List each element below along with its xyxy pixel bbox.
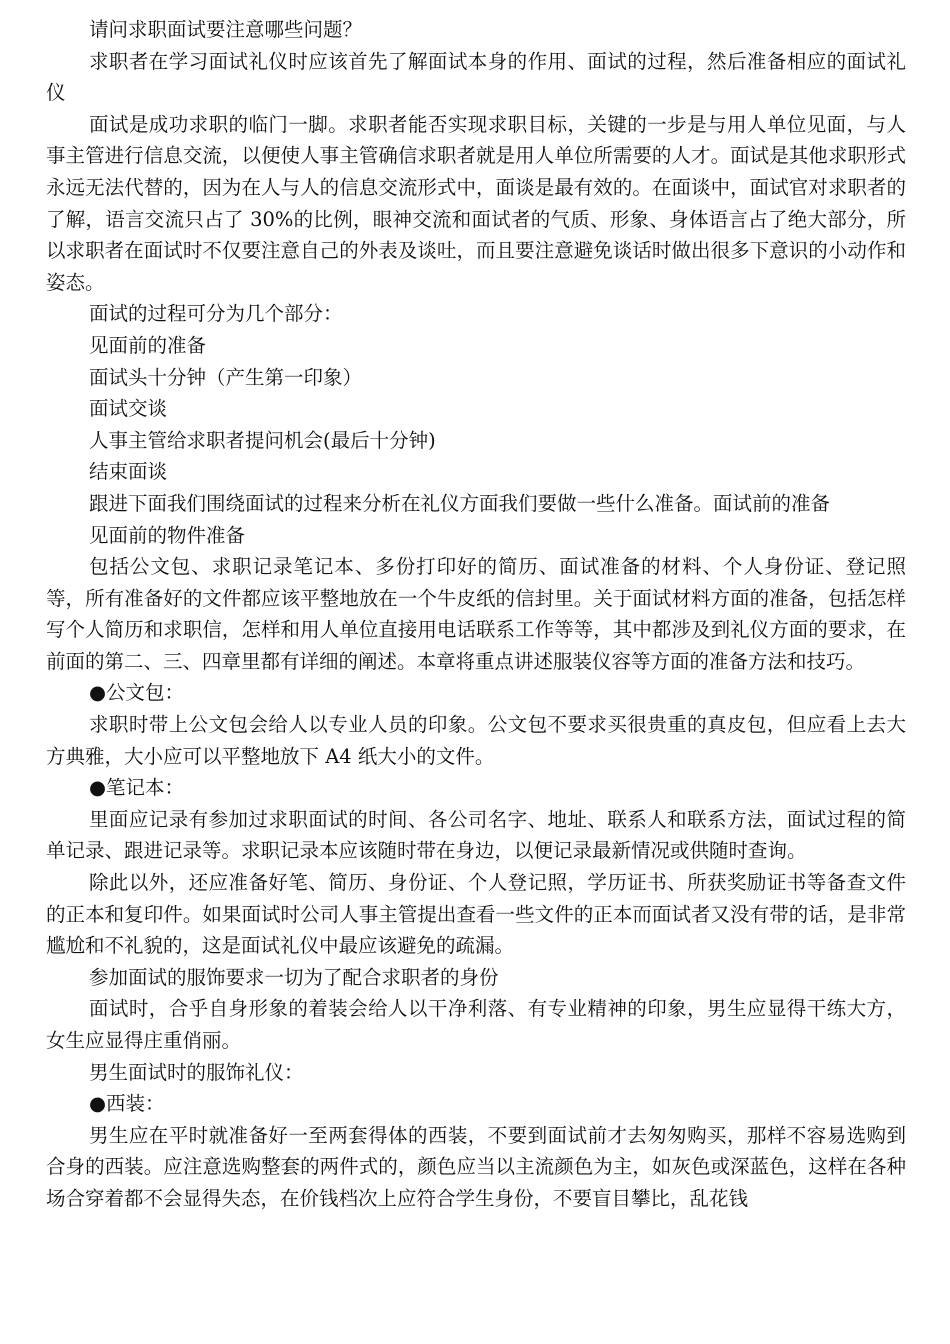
bullet-heading: ●西装： <box>89 1092 165 1116</box>
bullet-heading: ●公文包： <box>89 681 185 705</box>
paragraph-suit: 男生应在平时就准备好一至两套得体的西装，不要到面试前才去匆匆购买，那样不容易选购到合身的西装。应注意选购整套的两件式的，颜色应当以主流颜色为主，如灰色或深蓝色，这样在各种场合穿着都不会显得失态，在价钱档次上应符合学生身份，不要盲目攀比，乱花钱 <box>46 1123 906 1210</box>
section-heading: 男生面试时的服饰礼仪： <box>89 1060 304 1084</box>
list-item: 面试交谈 <box>89 397 168 421</box>
question-title: 请问求职面试要注意哪些问题？ <box>89 18 363 41</box>
list-item: 见面前的准备 <box>89 333 207 357</box>
section-heading: 参加面试的服饰要求一切为了配合求职者的身份 <box>89 965 499 989</box>
paragraph-interview-importance: 面试是成功求职的临门一脚。求职者能否实现求职目标，关键的一步是与用人单位见面，与人事主管进行信息交流，以便使人事主管确信求职者就是用人单位所需要的人才。面试是其他求职形式永远无法代替的，因为在人与人的信息交流形式中，面谈是最有效的。在面谈中，面试官对求职者的了解，语言交流只占了 30%的比例，眼神交流和面试者的气质、形象、身体语言占了绝大部分，所以求职者在面试时不仅要注意自己的外表及谈吐，而且要注意避免谈话时做出很多下意识的小动作和姿态。 <box>46 112 906 294</box>
section-heading: 见面前的物件准备 <box>89 523 246 547</box>
paragraph-intro: 求职者在学习面试礼仪时应该首先了解面试本身的作用、面试的过程，然后准备相应的面试礼仪 <box>46 49 906 105</box>
paragraph-followup: 跟进下面我们围绕面试的过程来分析在礼仪方面我们要做一些什么准备。面试前的准备 <box>89 491 831 515</box>
bullet-heading: ●笔记本： <box>89 776 185 800</box>
paragraph-items-prep: 包括公文包、求职记录笔记本、多份打印好的简历、面试准备的材料、个人身份证、登记照等，所有准备好的文件都应该平整地放在一个牛皮纸的信封里。关于面试材料方面的准备，包括怎样写个人简历和求职信，怎样和用人单位直接用电话联系工作等等，其中都涉及到礼仪方面的要求，在前面的第二、三、四章里都有详细的阐述。本章将重点讲述服装仪容等方面的准备方法和技巧。 <box>46 555 906 673</box>
list-item: 结束面谈 <box>89 460 168 484</box>
paragraph-other-items: 除此以外，还应准备好笔、简历、身份证、个人登记照，学历证书、所获奖励证书等备查文件的正本和复印件。如果面试时公司人事主管提出查看一些文件的正本而面试者又没有带的话，是非常尴尬和不礼貌的，这是面试礼仪中最应该避免的疏漏。 <box>46 871 906 958</box>
paragraph-process-heading: 面试的过程可分为几个部分： <box>89 302 343 326</box>
list-item: 面试头十分钟（产生第一印象） <box>89 365 363 389</box>
document-body <box>46 14 906 1215</box>
paragraph-briefcase: 求职时带上公文包会给人以专业人员的印象。公文包不要求买很贵重的真皮包，但应看上去大方典雅，大小应可以平整地放下 A4 纸大小的文件。 <box>46 713 906 768</box>
paragraph-notebook: 里面应记录有参加过求职面试的时间、各公司名字、地址、联系人和联系方法，面试过程的简单记录、跟进记录等。求职记录本应该随时带在身边，以便记录最新情况或供随时查询。 <box>46 807 906 863</box>
list-item: 人事主管给求职者提问机会(最后十分钟) <box>89 428 436 452</box>
paragraph-dress: 面试时，合乎自身形象的着装会给人以干净利落、有专业精神的印象，男生应显得干练大方，女生应显得庄重俏丽。 <box>46 997 906 1052</box>
